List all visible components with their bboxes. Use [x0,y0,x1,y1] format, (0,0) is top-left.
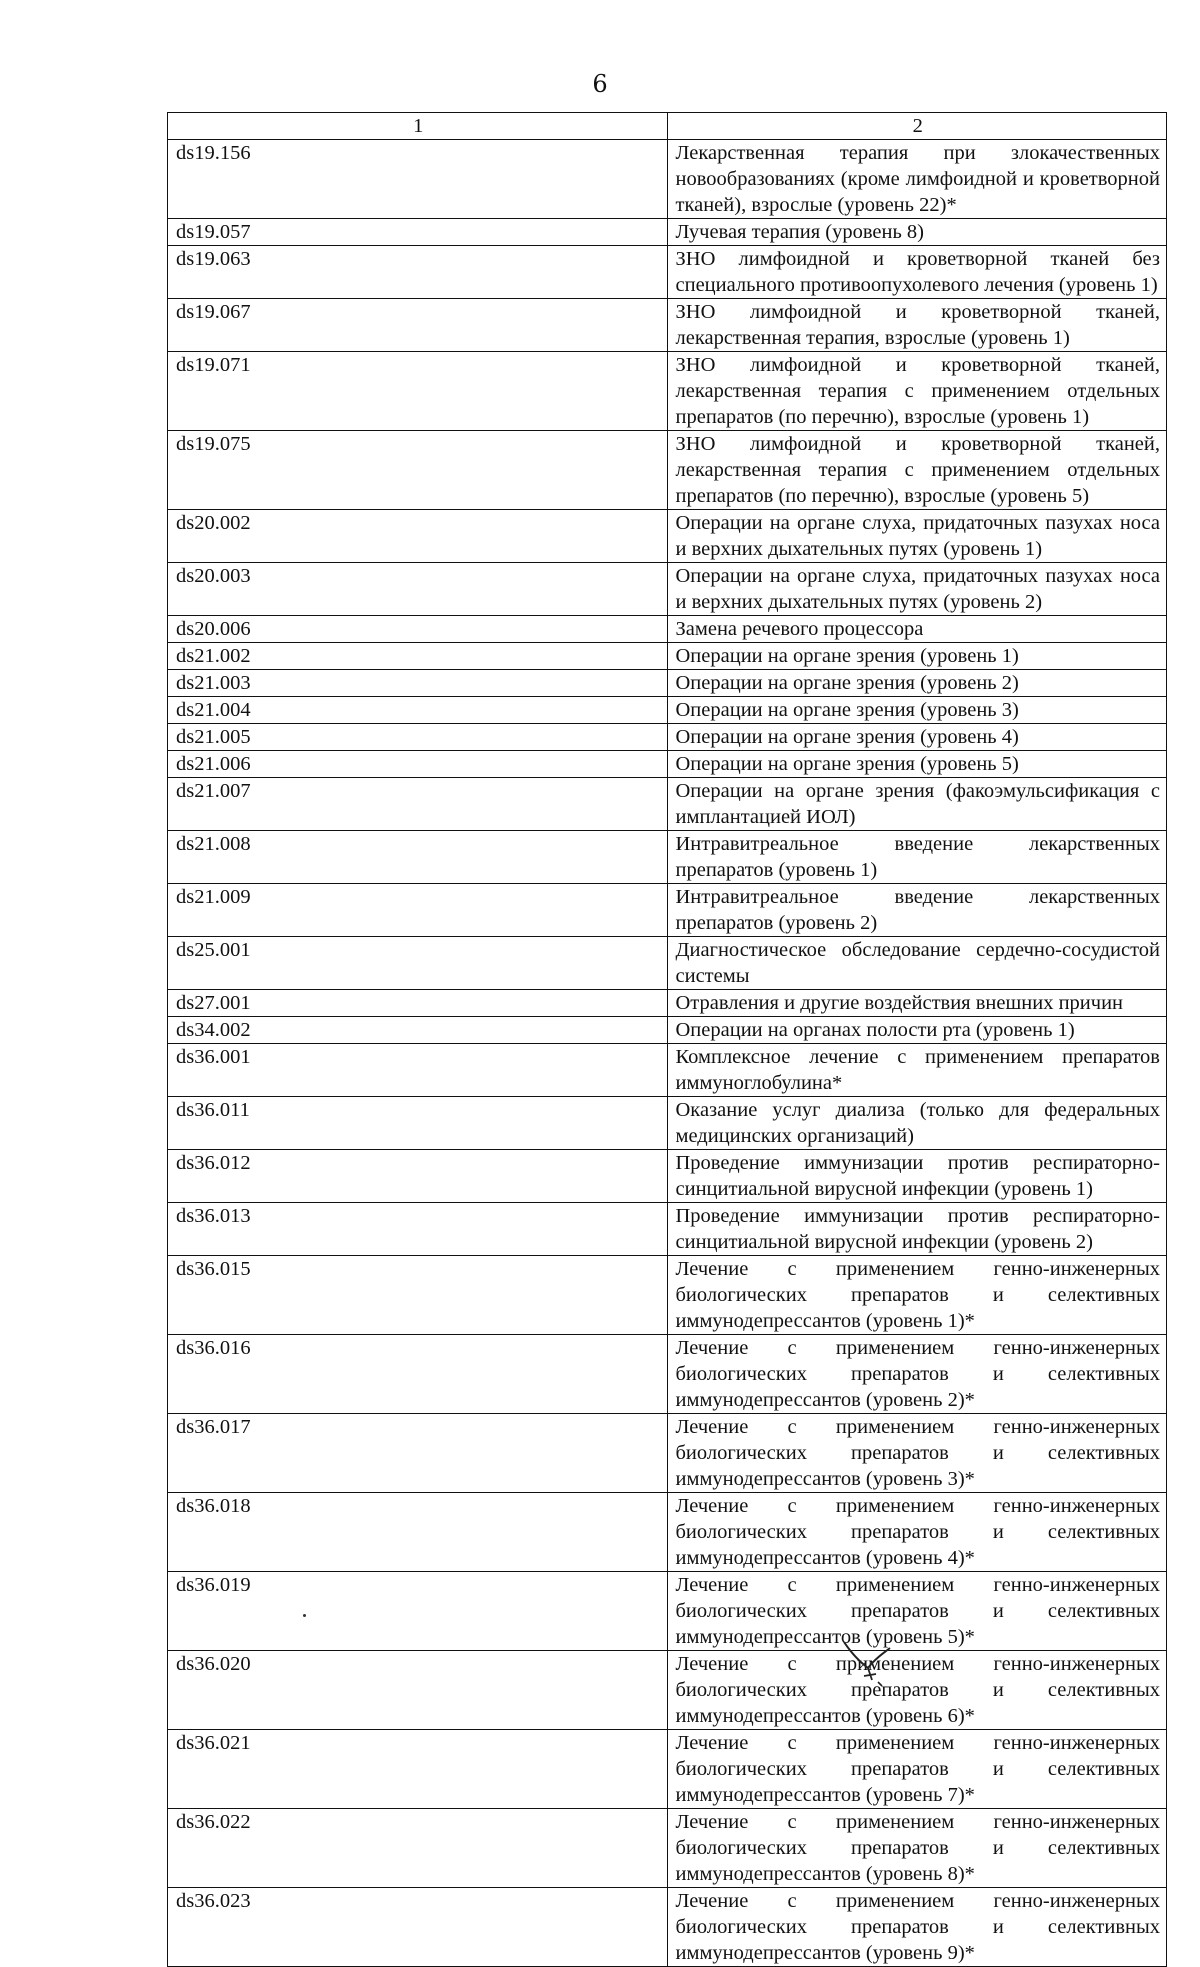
table-row [168,1809,1167,1888]
row-description: Проведение иммунизации против респираторно-синцитиальной вирусной инфекции (уровень 1) [667,1150,1167,1203]
row-description: Операции на органе слуха, придаточных пазухах носа и верхних дыхательных путях (уровень 2) [667,563,1167,616]
row-code: ds36.012 [168,1150,668,1203]
row-description: Лучевая терапия (уровень 8) [667,219,1167,246]
row-description: Операции на органе зрения (уровень 1) [667,643,1167,670]
row-code: ds19.057 [168,219,668,246]
table-row [168,140,1167,219]
row-description: Операции на органе зрения (уровень 2) [667,670,1167,697]
row-description: Лекарственная терапия при злокачественных новообразованиях (кроме лимфоидной и кроветворной тканей), взрослые (уровень 22)* [667,140,1167,219]
row-description: Лечение с применением генно-инженерных биологических препаратов и селективных иммунодепрессантов (уровень 5)* [667,1572,1167,1651]
table-row [168,1493,1167,1572]
row-code: ds19.075 [168,431,668,510]
table-header-row [168,113,1167,140]
row-code: ds36.018 [168,1493,668,1572]
row-description: Лечение с применением генно-инженерных биологических препаратов и селективных иммунодепрессантов (уровень 2)* [667,1335,1167,1414]
row-code: ds21.002 [168,643,668,670]
row-code: ds36.011 [168,1097,668,1150]
table-row [168,990,1167,1017]
row-code: ds20.002 [168,510,668,563]
tariff-code-table [167,112,1167,1967]
table-row [168,831,1167,884]
row-description: Операции на органе слуха, придаточных пазухах носа и верхних дыхательных путях (уровень 1) [667,510,1167,563]
table-row [168,1888,1167,1967]
table-row [168,1256,1167,1335]
row-code: ds19.067 [168,299,668,352]
row-code: ds25.001 [168,937,668,990]
row-code: ds21.008 [168,831,668,884]
row-code: ds21.005 [168,724,668,751]
row-code: ds19.071 [168,352,668,431]
row-code: ds19.156 [168,140,668,219]
table-row [168,616,1167,643]
row-code: ds20.003 [168,563,668,616]
column-header-description: 2 [667,113,1167,140]
table-row [168,697,1167,724]
table-row [168,510,1167,563]
table-row [168,884,1167,937]
row-code: ds36.017 [168,1414,668,1493]
row-description: Операции на органе зрения (уровень 5) [667,751,1167,778]
row-description: ЗНО лимфоидной и кроветворной тканей без специального противоопухолевого лечения (уровень 1) [667,246,1167,299]
table-row [168,1017,1167,1044]
row-code: ds21.009 [168,884,668,937]
table-row [168,1651,1167,1730]
table-row [168,246,1167,299]
row-description: Лечение с применением генно-инженерных биологических препаратов и селективных иммунодепрессантов (уровень 6)* [667,1651,1167,1730]
row-code: ds36.015 [168,1256,668,1335]
row-code: ds36.022 [168,1809,668,1888]
handwritten-initials-icon [838,1632,898,1692]
row-description: ЗНО лимфоидной и кроветворной тканей, лекарственная терапия, взрослые (уровень 1) [667,299,1167,352]
row-code: ds21.007 [168,778,668,831]
row-code: ds34.002 [168,1017,668,1044]
row-description: Комплексное лечение с применением препаратов иммуноглобулина* [667,1044,1167,1097]
row-description: Интравитреальное введение лекарственных препаратов (уровень 1) [667,831,1167,884]
row-description: Операции на органе зрения (уровень 3) [667,697,1167,724]
table-row [168,724,1167,751]
table-row [168,1044,1167,1097]
table-row [168,1414,1167,1493]
row-code: ds21.003 [168,670,668,697]
table-row [168,563,1167,616]
row-code: ds20.006 [168,616,668,643]
row-description: Лечение с применением генно-инженерных биологических препаратов и селективных иммунодепрессантов (уровень 4)* [667,1493,1167,1572]
row-code: ds19.063 [168,246,668,299]
table-row [168,1150,1167,1203]
row-description: Лечение с применением генно-инженерных биологических препаратов и селективных иммунодепрессантов (уровень 7)* [667,1730,1167,1809]
row-code: ds36.019 [168,1572,668,1651]
table-row [168,1203,1167,1256]
row-code: ds36.023 [168,1888,668,1967]
row-description: Проведение иммунизации против респираторно-синцитиальной вирусной инфекции (уровень 2) [667,1203,1167,1256]
table-row [168,937,1167,990]
stray-dot [303,1614,306,1617]
table-row [168,299,1167,352]
row-description: Лечение с применением генно-инженерных биологических препаратов и селективных иммунодепрессантов (уровень 9)* [667,1888,1167,1967]
row-code: ds36.001 [168,1044,668,1097]
row-code: ds36.016 [168,1335,668,1414]
table-row [168,1730,1167,1809]
table-row [168,751,1167,778]
row-code: ds36.020 [168,1651,668,1730]
row-description: Диагностическое обследование сердечно-сосудистой системы [667,937,1167,990]
row-description: Операции на органе зрения (факоэмульсификация с имплантацией ИОЛ) [667,778,1167,831]
row-description: Операции на органе зрения (уровень 4) [667,724,1167,751]
row-code: ds36.013 [168,1203,668,1256]
row-description: ЗНО лимфоидной и кроветворной тканей, лекарственная терапия с применением отдельных препаратов (по перечню), взрослые (уровень 5) [667,431,1167,510]
row-description: Лечение с применением генно-инженерных биологических препаратов и селективных иммунодепрессантов (уровень 1)* [667,1256,1167,1335]
table-row [168,778,1167,831]
table-row [168,1335,1167,1414]
table-row [168,352,1167,431]
row-code: ds21.006 [168,751,668,778]
row-description: Лечение с применением генно-инженерных биологических препаратов и селективных иммунодепрессантов (уровень 3)* [667,1414,1167,1493]
page-number: 6 [592,70,608,98]
row-description: Интравитреальное введение лекарственных препаратов (уровень 2) [667,884,1167,937]
row-description: Лечение с применением генно-инженерных биологических препаратов и селективных иммунодепрессантов (уровень 8)* [667,1809,1167,1888]
table-row [168,1097,1167,1150]
table-row [168,219,1167,246]
row-code: ds27.001 [168,990,668,1017]
row-description: ЗНО лимфоидной и кроветворной тканей, лекарственная терапия с применением отдельных препаратов (по перечню), взрослые (уровень 1) [667,352,1167,431]
table-body [168,140,1167,1967]
column-header-code: 1 [168,113,668,140]
row-description: Оказание услуг диализа (только для федеральных медицинских организаций) [667,1097,1167,1150]
table-row [168,1572,1167,1651]
row-description: Замена речевого процессора [667,616,1167,643]
table-row [168,431,1167,510]
table-row [168,670,1167,697]
row-description: Операции на органах полости рта (уровень 1) [667,1017,1167,1044]
row-code: ds36.021 [168,1730,668,1809]
row-description: Отравления и другие воздействия внешних причин [667,990,1167,1017]
table-row [168,643,1167,670]
row-code: ds21.004 [168,697,668,724]
